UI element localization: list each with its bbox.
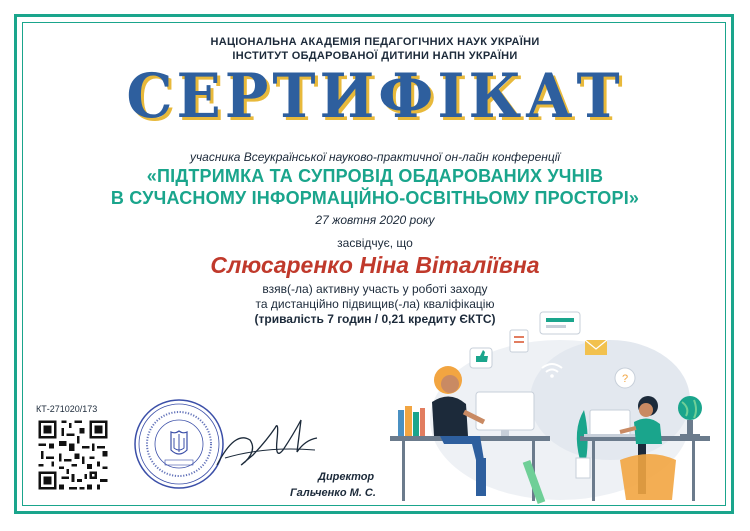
qualification-text: та дистанційно підвищив(-ла) кваліфікацію <box>255 297 495 311</box>
svg-text:?: ? <box>621 373 629 385</box>
conference-title-line2: В СУЧАСНОМУ ІНФОРМАЦІЙНО-ОСВІТНЬОМУ ПРОСТОРІ» <box>110 188 640 208</box>
director-signature <box>205 410 325 480</box>
event-subtitle: учасника Всеукраїнської науково-практичної он-лайн конференції <box>189 150 561 164</box>
signatory-name: Гальченко М. С. <box>290 487 376 499</box>
certifies-text: засвідчує, що <box>337 236 413 250</box>
academy-name: НАЦІОНАЛЬНА АКАДЕМІЯ ПЕДАГОГІЧНИХ НАУК УКРАЇНИ <box>210 36 540 48</box>
institute-name: ІНСТИТУТ ОБДАРОВАНОЇ ДИТИНИ НАПН УКРАЇНИ <box>232 50 518 62</box>
duration-text: (тривалість 7 годин / 0,21 кредиту ЄКТС) <box>254 312 496 326</box>
certificate-title: СЕРТИФІКАТ <box>126 60 624 132</box>
qr-code <box>36 418 110 492</box>
signatory-title: Директор <box>318 471 375 483</box>
event-date: 27 жовтня 2020 року <box>315 213 435 227</box>
participation-text: взяв(-ла) активну участь у роботі заходу <box>262 282 488 296</box>
certificate-code: КТ-271020/173 <box>36 404 98 414</box>
online-learning-illustration <box>380 310 720 510</box>
recipient-name: Слюсаренко Ніна Віталіївна <box>210 252 540 278</box>
conference-title-line1: «ПІДТРИМКА ТА СУПРОВІД ОБДАРОВАНИХ УЧНІВ <box>146 166 604 186</box>
